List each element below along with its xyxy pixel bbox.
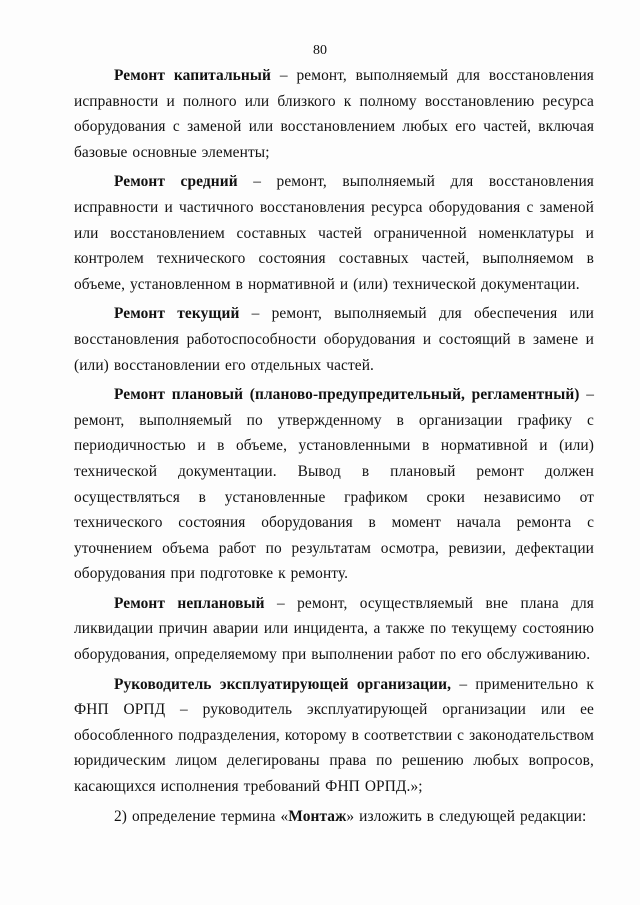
closing-prefix: 2) определение термина « <box>114 807 289 825</box>
definition-paragraph <box>74 169 594 297</box>
definition-paragraph <box>74 672 594 800</box>
definition-text: – применительно к ФНП ОРПД – руководитель эксплуатирующей организации или ее обособленного подразделения, которому в соответствии с законодательством юридическим лицом делегированы права по решению любых вопросов, касающихся исполнения требований ФНП ОРПД.»; <box>74 675 595 796</box>
closing-paragraph <box>74 804 594 830</box>
document-body <box>74 63 594 830</box>
definition-paragraph <box>74 63 594 165</box>
definition-term: Ремонт плановый (планово-предупредительный, регламентный) <box>114 386 580 404</box>
definition-paragraph <box>74 382 594 587</box>
definition-term: Руководитель эксплуатирующей организации, <box>114 675 452 693</box>
definition-term: Ремонт текущий <box>114 305 240 323</box>
definition-term: Ремонт неплановый <box>114 594 265 612</box>
definition-text: – ремонт, выполняемый по утвержденному в организации графику с периодичностью и в объеме, установленными в нормативной и (или) технической документации. Вывод в плановый ремонт должен осуществляться в установленные графиком сроки независимо от технического состояния оборудования в момент начала ремонта с уточнением объема работ по результатам осмотра, ревизии, дефектации оборудования при подготовке к ремонту. <box>74 386 594 583</box>
definition-text: – ремонт, выполняемый для восстановления исправности и частичного восстановления ресурса оборудования с заменой или восстановлением составных частей ограниченной номенклатуры и контролем технического состояния составных частей, выполняемом в объеме, установленном в нормативной и (или) технической документации. <box>74 173 594 293</box>
closing-term: Монтаж <box>288 807 347 825</box>
definition-paragraph <box>74 301 594 378</box>
definition-term: Ремонт капитальный <box>114 67 271 84</box>
definition-term: Ремонт средний <box>114 173 238 191</box>
definition-text: – ремонт, выполняемый для восстановления исправности и полного или близкого к полному восстановлению ресурса оборудования с заменой или восстановлением любых его частей, включая базовые основные элементы; <box>74 67 594 161</box>
definition-text: – ремонт, выполняемый для обеспечения или восстановления работоспособности оборудования и состоящий в замене и (или) восстановлении его отдельных частей. <box>74 305 594 374</box>
page-number: 80 <box>313 43 327 58</box>
definition-text: – ремонт, осуществляемый вне плана для ликвидации причин аварии или инцидента, а также по текущему состоянию оборудования, определяемому при выполнении работ по его обслуживанию. <box>74 594 594 664</box>
definition-paragraph <box>74 591 594 668</box>
closing-suffix: » изложить в следующей редакции: <box>346 807 587 825</box>
